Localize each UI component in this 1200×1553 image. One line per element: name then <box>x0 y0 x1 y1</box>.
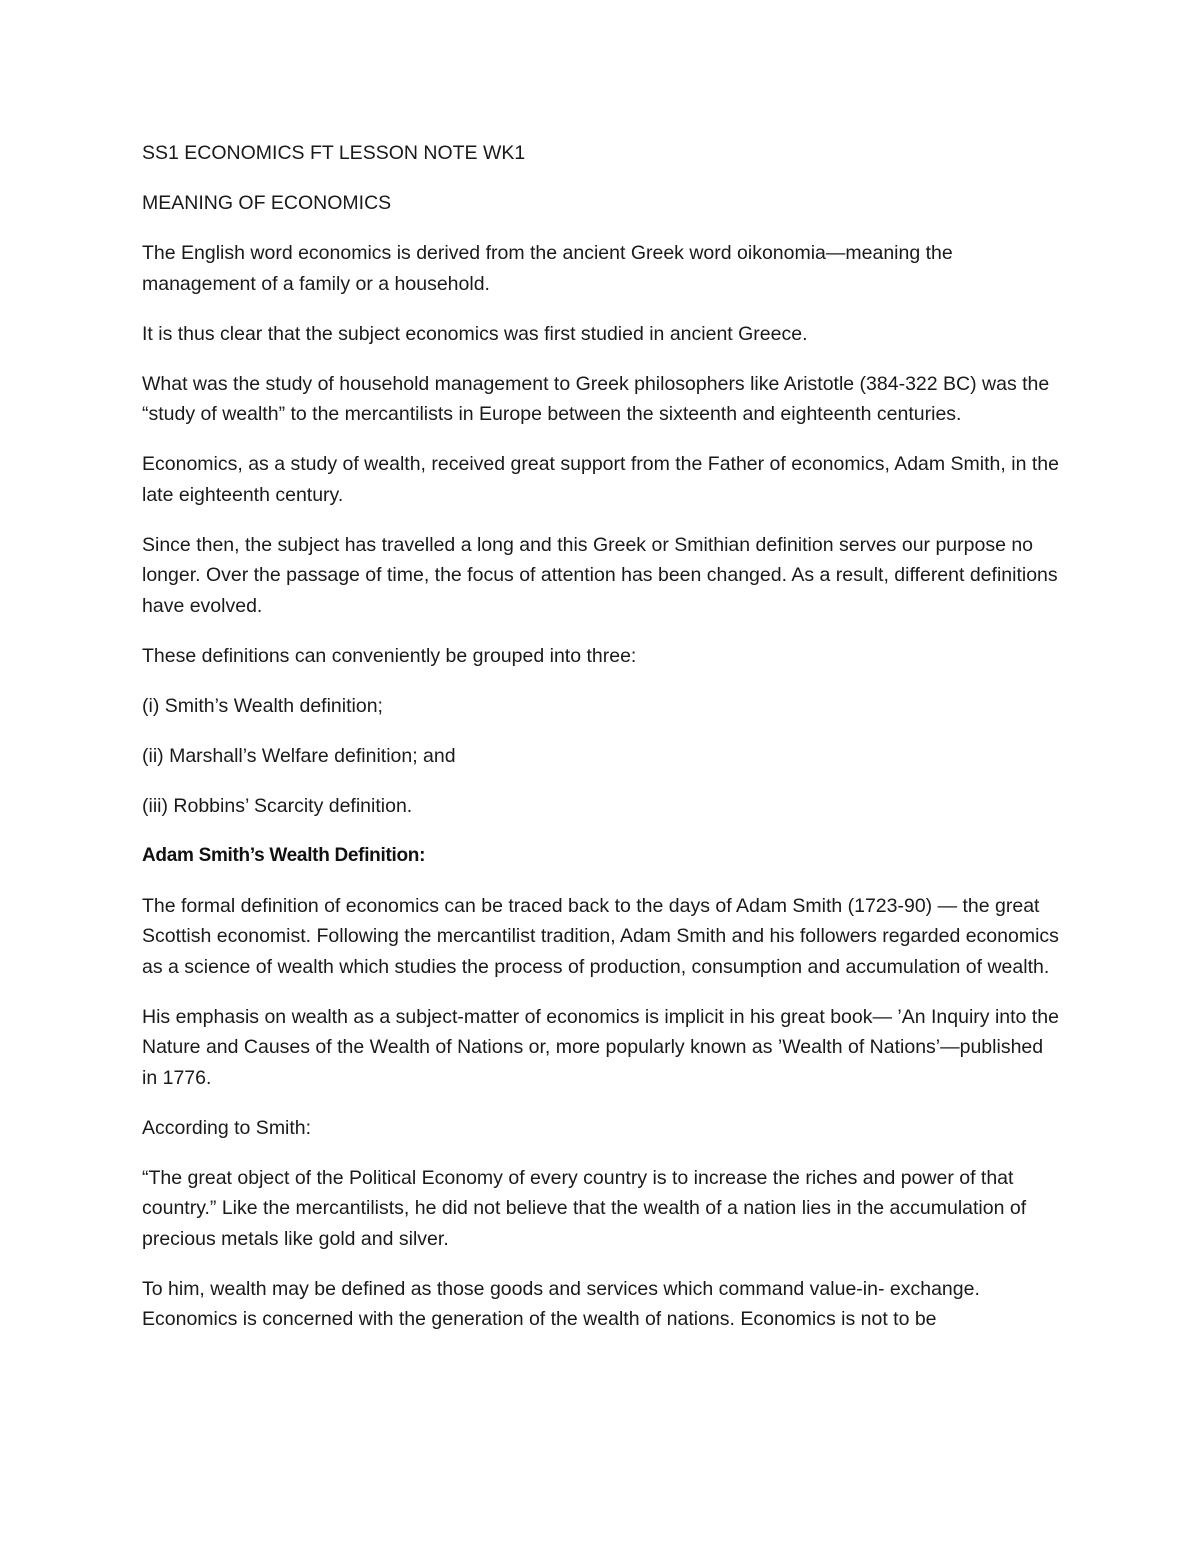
list-item-wealth: (i) Smith’s Wealth definition; <box>142 694 383 717</box>
paragraph-aristotle: What was the study of household management to Greek philosophers like Aristotle (384-322 BC) was the “study of wealth” to the mercantilists in Europe between the sixteenth and eighteenth centuries. <box>142 372 1050 425</box>
list-item-welfare: (ii) Marshall’s Welfare definition; and <box>142 744 456 767</box>
paragraph-greece: It is thus clear that the subject economics was first studied in ancient Greece. <box>142 322 808 345</box>
paragraph-adam-smith-support: Economics, as a study of wealth, received great support from the Father of economics, Adam Smith, in the late eighteenth century. <box>142 453 1059 506</box>
paragraph-wealth-defined: To him, wealth may be defined as those goods and services which command value-in- exchange. Economics is concerned with the generation of the wealth of nations. Economics is not to be <box>142 1277 980 1330</box>
list-item-scarcity: (iii) Robbins’ Scarcity definition. <box>142 794 413 817</box>
paragraph-three-groups: These definitions can conveniently be grouped into three: <box>142 644 637 667</box>
paragraph-wealth-of-nations: His emphasis on wealth as a subject-matter of economics is implicit in his great book— ’An Inquiry into the Nature and Causes of the Wealth of Nations or, more popularly known as ’Wealth of Nations’—published in 1776. <box>142 1005 1059 1089</box>
document-title: SS1 ECONOMICS FT LESSON NOTE WK1 <box>142 142 526 164</box>
paragraph-quote: “The great object of the Political Economy of every country is to increase the riches and power of that country.” Like the mercantilists, he did not believe that the wealth of a nation lies in the accumulation of precious metals like gold and silver. <box>142 1166 1027 1250</box>
paragraph-evolution: Since then, the subject has travelled a long and this Greek or Smithian definition serves our purpose no longer. Over the passage of time, the focus of attention has been changed. As a result, different definitions have evolved. <box>142 533 1058 617</box>
paragraph-formal-definition: The formal definition of economics can be traced back to the days of Adam Smith (1723-90) — the great Scottish economist. Following the mercantilist tradition, Adam Smith and his followers regarded economics as a science of wealth which studies the process of production, consumption and accumulation of wealth. <box>142 894 1059 978</box>
document-body <box>142 138 1062 1354</box>
section-heading-wealth-definition: Adam Smith’s Wealth Definition: <box>142 844 426 866</box>
paragraph-according-to-smith: According to Smith: <box>142 1116 312 1139</box>
paragraph-etymology: The English word economics is derived from the ancient Greek word oikonomia—meaning the management of a family or a household. <box>142 242 953 295</box>
section-title-meaning: MEANING OF ECONOMICS <box>142 192 392 214</box>
